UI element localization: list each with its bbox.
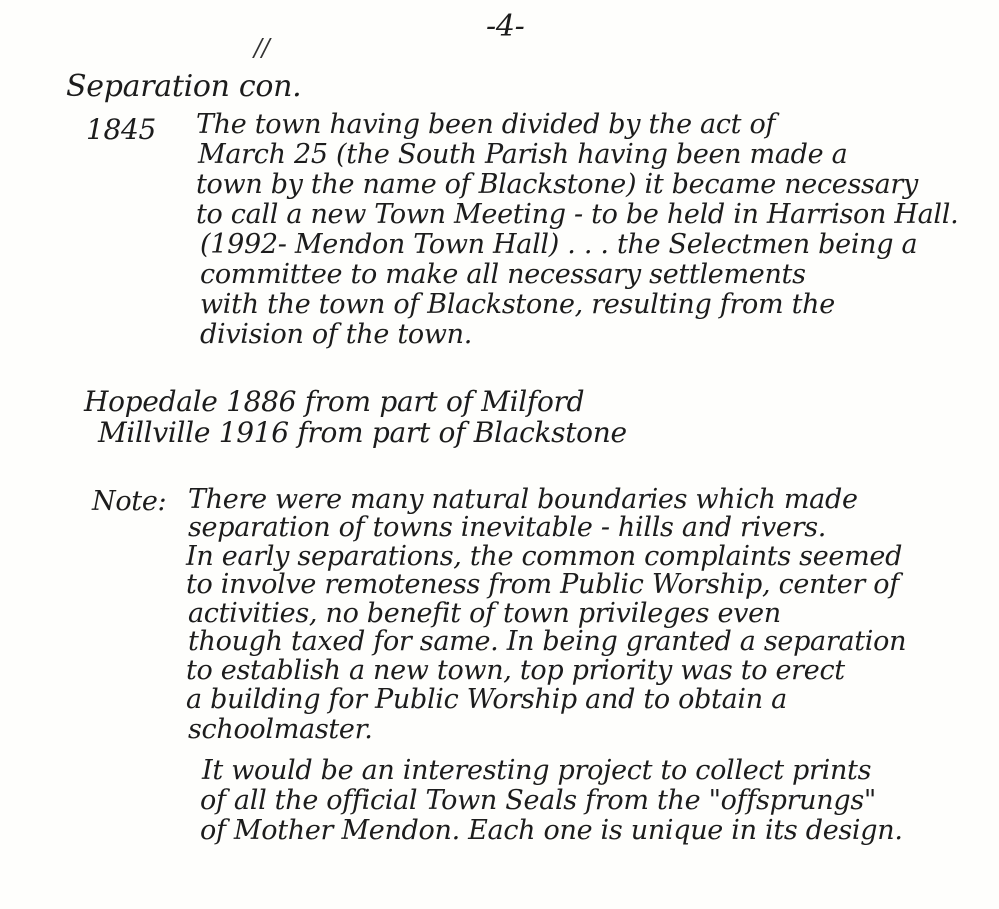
page-number: -4- — [486, 9, 525, 44]
note-line: In early separations, the common complaints seemed — [186, 541, 903, 572]
entry-line: (1992- Mendon Town Hall) . . . the Selectmen being a — [200, 229, 918, 260]
section-heading: Separation con. — [66, 69, 302, 104]
note-closing-line: of all the official Town Seals from the "offsprungs" — [200, 785, 877, 816]
tick-mark: // — [254, 34, 270, 62]
note-label: Note: — [92, 486, 167, 517]
entry-year: 1845 — [86, 113, 157, 146]
note-line: though taxed for same. In being granted a separation — [188, 626, 907, 657]
note-line: activities, no benefit of town privileges even — [188, 598, 781, 629]
note-line: to establish a new town, top priority was to erect — [186, 655, 845, 686]
entry-line: town by the name of Blackstone) it became necessary — [196, 169, 918, 200]
entry-line: committee to make all necessary settlements — [200, 259, 806, 290]
town-entry: Hopedale 1886 from part of Milford — [84, 385, 585, 418]
town-entry: Millville 1916 from part of Blackstone — [98, 416, 627, 449]
entry-line: with the town of Blackstone, resulting from the — [200, 289, 835, 320]
note-line: schoolmaster. — [188, 714, 373, 745]
note-line: separation of towns inevitable - hills and rivers. — [188, 512, 827, 543]
entry-line: The town having been divided by the act of — [196, 109, 776, 140]
entry-line: March 25 (the South Parish having been made a — [198, 139, 848, 170]
note-line: There were many natural boundaries which made — [188, 484, 858, 515]
note-closing-line: of Mother Mendon. Each one is unique in its design. — [200, 815, 903, 846]
entry-line: division of the town. — [200, 319, 473, 350]
note-closing-line: It would be an interesting project to collect prints — [202, 755, 872, 786]
entry-line: to call a new Town Meeting - to be held in Harrison Hall. — [196, 199, 959, 230]
note-line: a building for Public Worship and to obtain a — [186, 684, 787, 715]
note-line: to involve remoteness from Public Worship, center of — [186, 569, 899, 600]
